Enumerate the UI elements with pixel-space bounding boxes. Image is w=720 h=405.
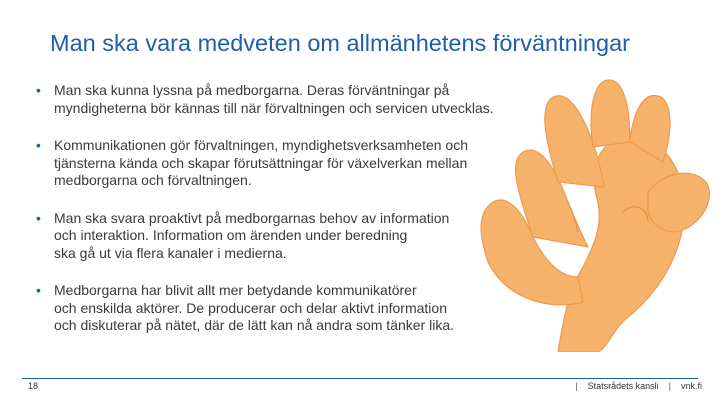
page-number: 18 [28, 381, 39, 391]
bullet-marker: • [36, 209, 41, 226]
footer-org-name: Statsrådets kansli [587, 381, 659, 391]
bullet-marker: • [36, 82, 41, 98]
list-item [36, 82, 576, 117]
list-item [36, 210, 576, 263]
bullet-marker: • [36, 282, 41, 298]
bullet-marker: • [36, 137, 41, 153]
bullet-text: Man ska svara proaktivt på medborgarnas behov av information och interaktion. Information om ärenden under beredning ska gå ut via flera kanaler i medierna. [54, 209, 450, 261]
footer-website-link[interactable]: vnk.fi [680, 381, 702, 391]
footer-branding [575, 381, 702, 391]
bullet-text: Kommunikationen gör förvaltningen, myndighetsverksamheten och tjänsterna kända och skapar förutsättningar för växelverkan mellan medborgarna och förvaltningen. [54, 137, 469, 188]
list-item [36, 137, 576, 190]
footer-divider [22, 378, 698, 379]
bullet-list [36, 82, 576, 355]
list-item [36, 282, 576, 335]
footer-separator: | [668, 381, 671, 391]
bullet-text: Medborgarna har blivit allt mer betydande kommunikatörer och enskilda aktörer. De producerar och delar aktivt information och diskuterar på nätet, där de lätt kan nå andra som tänker lika. [54, 282, 455, 333]
footer-separator: | [575, 381, 578, 391]
bullet-text: Man ska kunna lyssna på medborgarna. Deras förväntningar på myndigheterna bör kännas till när förvaltningen och servicen utvecklas. [54, 82, 494, 116]
slide-title: Man ska vara medveten om allmänhetens förväntningar [50, 30, 630, 56]
